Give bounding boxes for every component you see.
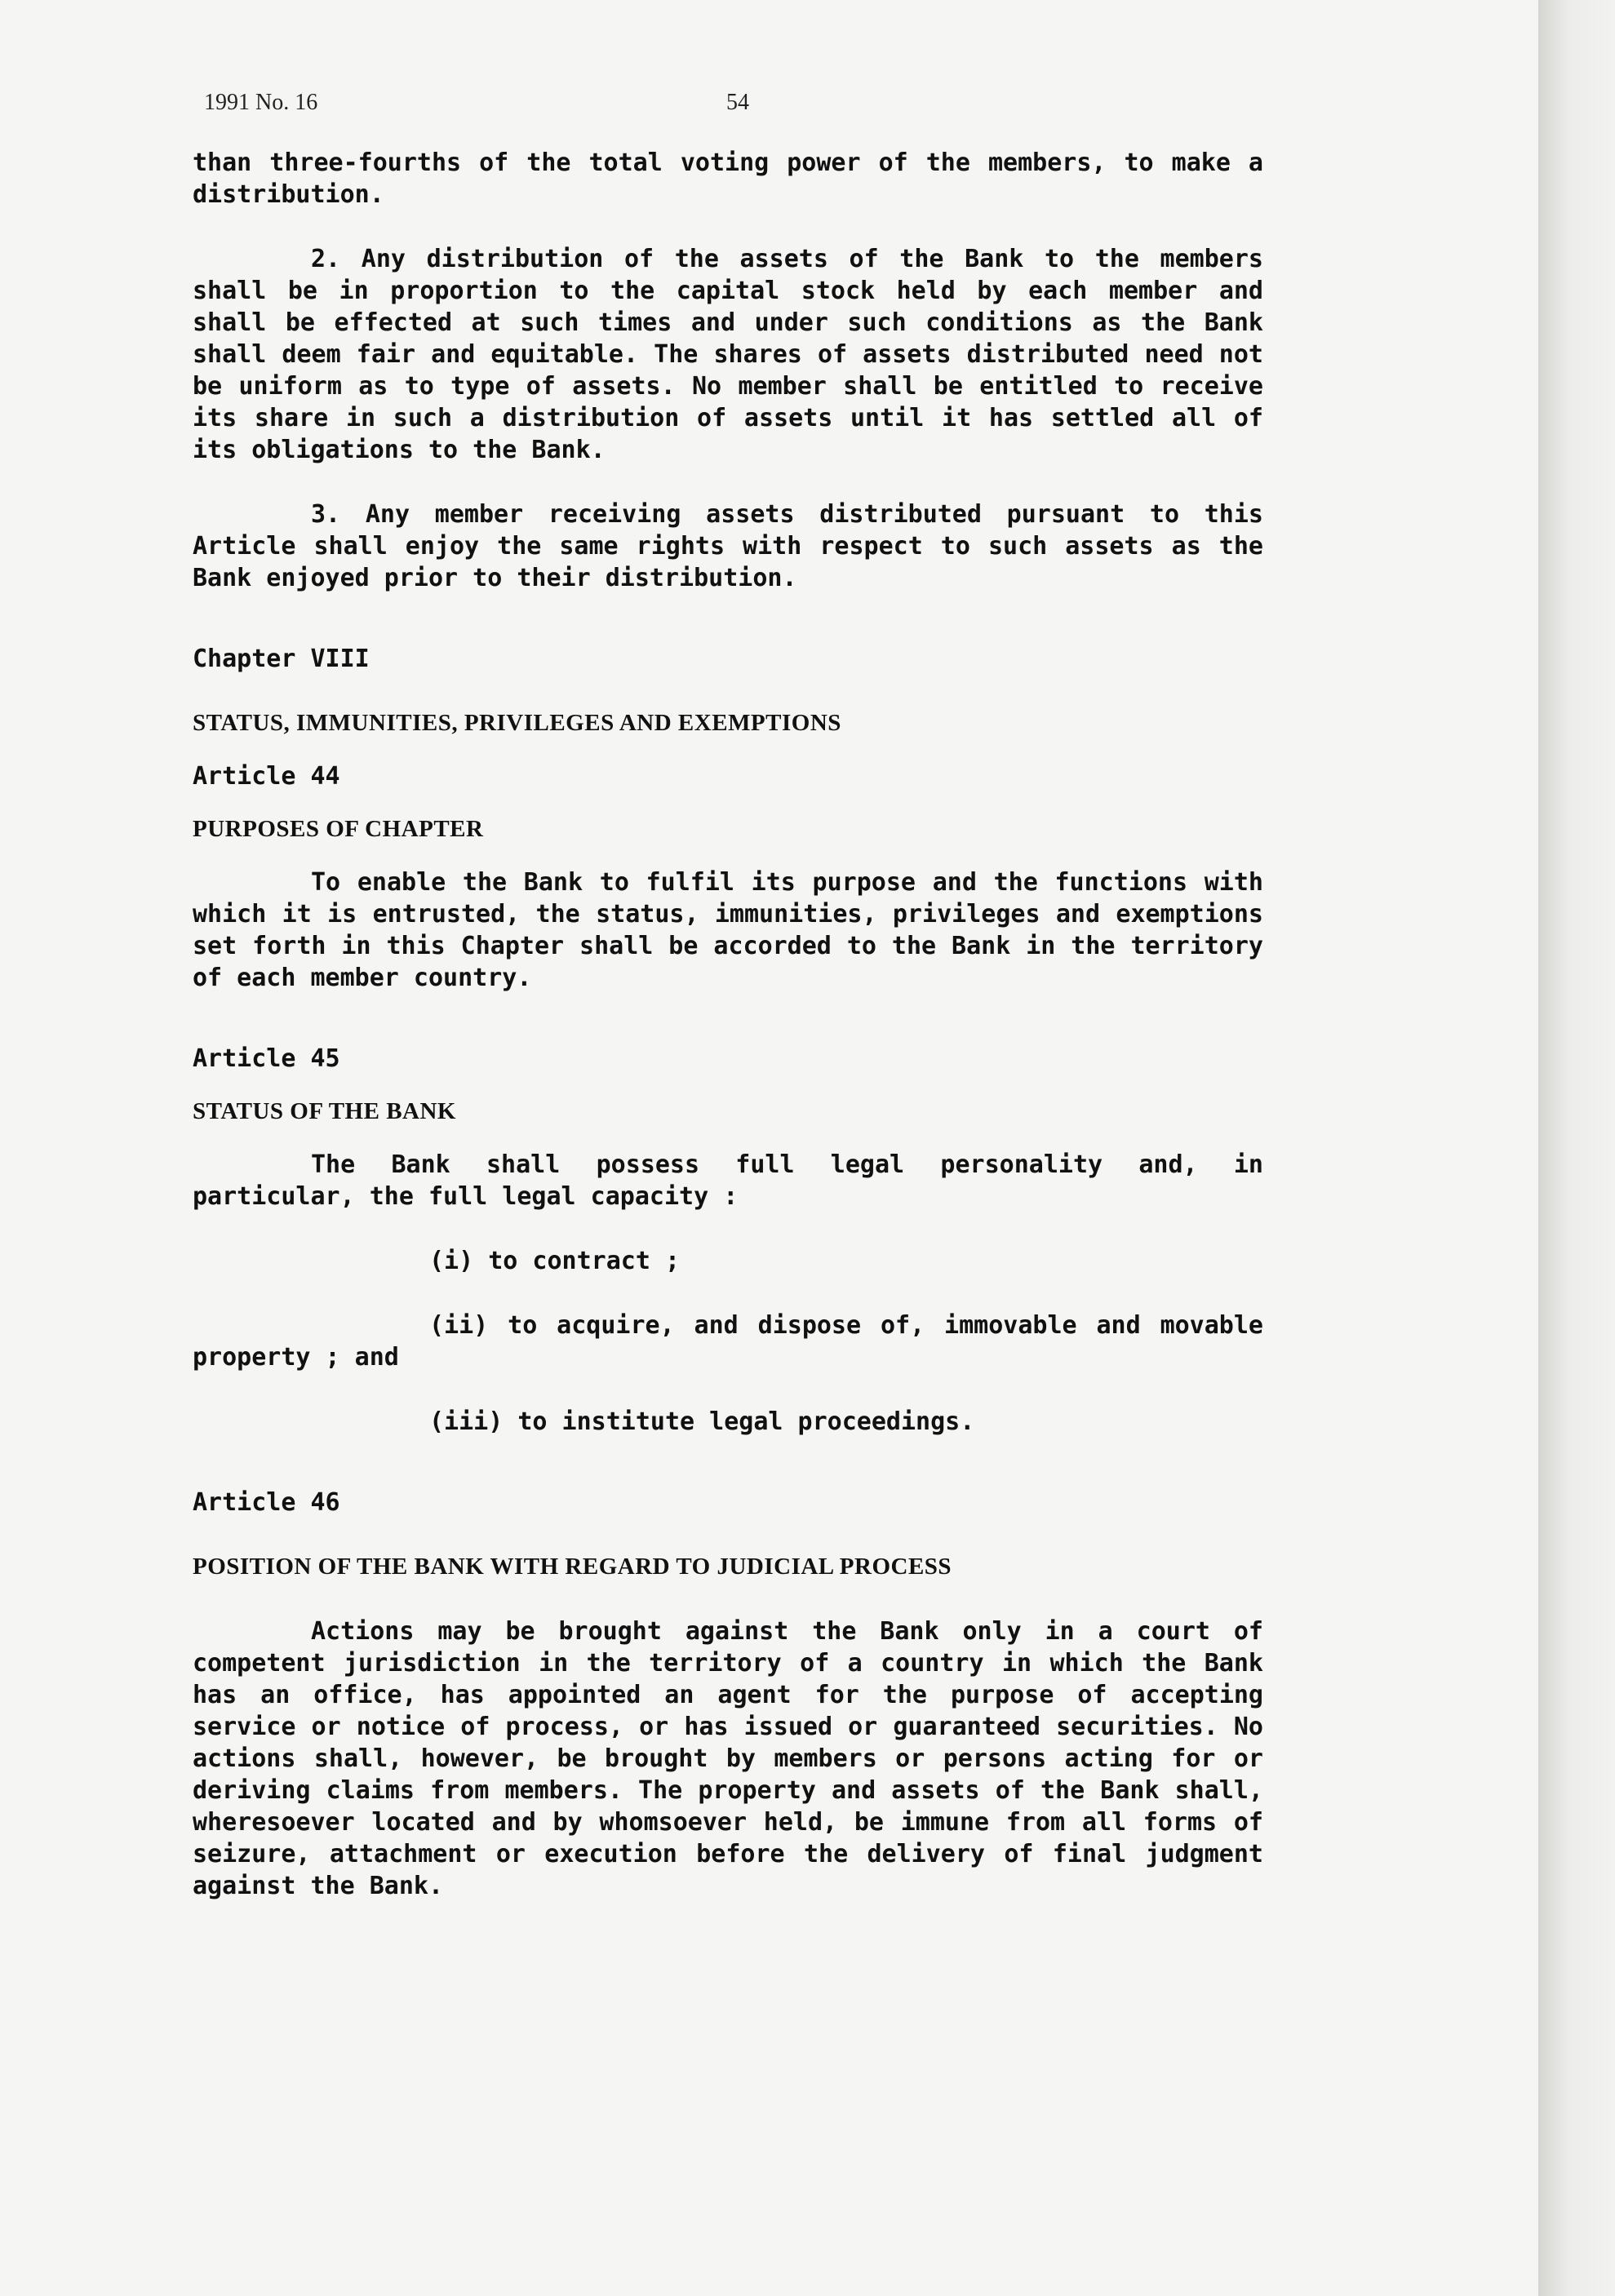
page-body (193, 147, 1263, 1902)
article-44-text: To enable the Bank to fulfil its purpose and the functions with which it is entrusted, the status, immunities, privileges and exemptions set forth in this Chapter shall be accorded to the Bank in the territory of each member country. (193, 868, 1263, 992)
article-45-heading: STATUS OF THE BANK (193, 1098, 456, 1124)
document-reference: 1991 No. 16 (204, 90, 318, 115)
article-44-title: Article 44 (193, 762, 340, 791)
article-46-text: Actions may be brought against the Bank only in a court of competent jurisdiction in the territory of a country in which the Bank has an office, has appointed an agent for the purpose of accepting service or notice of process, or has issued or guaranteed securities. No actions shall, however, be brought by members or persons acting for or deriving claims from members. The property and assets of the Bank shall, wheresoever located and by whomsoever held, be immune from all forms of seizure, attachment or execution before the delivery of final judgment against the Bank. (193, 1617, 1263, 1900)
chapter-title: Chapter VIII (193, 645, 370, 673)
article-45-item-i: (i) to contract ; (429, 1247, 681, 1275)
page-edge (1538, 0, 1615, 2296)
paragraph-continuation: than three-fourths of the total voting power of the members, to make a distribution. (193, 148, 1263, 209)
page-header (204, 90, 1334, 122)
article-45-title: Article 45 (193, 1044, 340, 1073)
article-44-heading: PURPOSES OF CHAPTER (193, 816, 484, 842)
paragraph-2: 2. Any distribution of the assets of the Bank to the members shall be in proportion to the capital stock held by each member and shall be effected at such times and under such conditions as the Bank shall deem fair and equitable. The shares of assets distributed need not be uniform as to type of assets. No member shall be entitled to receive its share in such a distribution of assets until it has settled all of its obligations to the Bank. (193, 245, 1263, 464)
paragraph-3: 3. Any member receiving assets distributed pursuant to this Article shall enjoy the same rights with respect to such assets as the Bank enjoyed prior to their distribution. (193, 500, 1263, 592)
page-number: 54 (726, 90, 749, 115)
chapter-subtitle: STATUS, IMMUNITIES, PRIVILEGES AND EXEMPTIONS (193, 710, 841, 736)
article-45-item-iii: (iii) to institute legal proceedings. (429, 1407, 975, 1436)
article-46-heading: POSITION OF THE BANK WITH REGARD TO JUDICIAL PROCESS (193, 1554, 952, 1580)
article-45-item-ii: (ii) to acquire, and dispose of, immovable and movable property ; and (193, 1311, 1263, 1372)
article-45-text: The Bank shall possess full legal personality and, in particular, the full legal capacity : (193, 1150, 1263, 1211)
article-46-title: Article 46 (193, 1488, 340, 1517)
